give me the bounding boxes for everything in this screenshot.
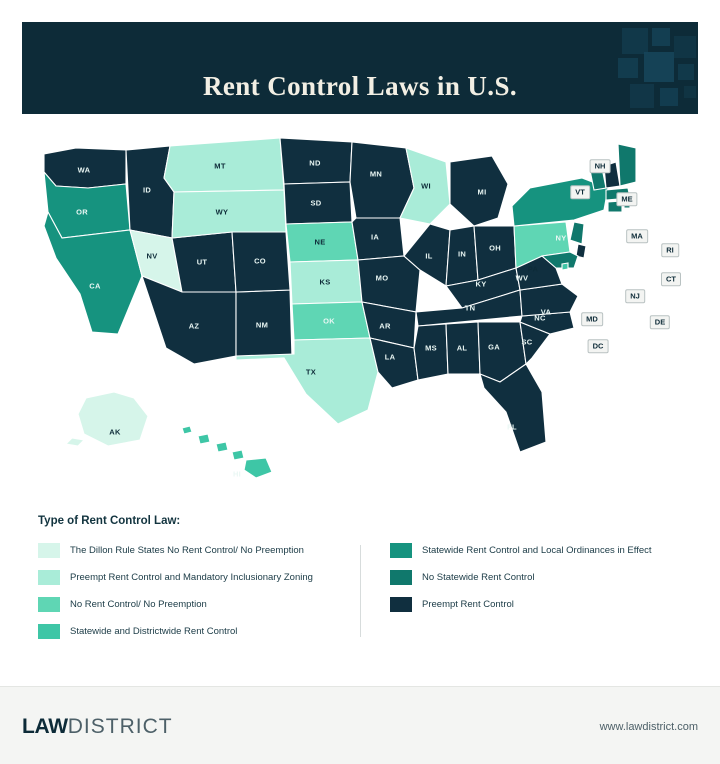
state-label-ID: ID <box>142 185 152 195</box>
page-title: Rent Control Laws in U.S. <box>202 70 518 101</box>
state-label-LA: LA <box>384 352 396 362</box>
callout-label-MA: MA <box>626 229 648 243</box>
state-label-NM: NM <box>255 320 269 330</box>
legend-item <box>390 543 682 558</box>
state-label-PA: PA <box>527 264 539 274</box>
state-label-SD: SD <box>310 198 322 208</box>
state-ID <box>126 146 174 238</box>
state-NE <box>286 222 358 262</box>
state-SD <box>284 182 352 224</box>
callout-label-ME: ME <box>616 192 637 206</box>
state-WA <box>44 148 126 188</box>
legend-swatch <box>390 570 412 585</box>
state-label-MN: MN <box>369 169 383 179</box>
brand-logo-secondary: DISTRICT <box>67 715 173 738</box>
legend-item-label: Preempt Rent Control and Mandatory Inclusionary Zoning <box>70 571 313 583</box>
state-label-NV: NV <box>146 251 158 261</box>
legend-column-left <box>38 543 360 651</box>
state-MT <box>164 138 284 192</box>
state-label-WI: WI <box>421 181 431 191</box>
state-label-OR: OR <box>76 207 88 217</box>
callout-label-NH: NH <box>590 159 611 173</box>
state-CO <box>232 232 290 292</box>
state-OK <box>292 302 370 340</box>
state-HI <box>182 426 272 478</box>
legend-item-label: No Statewide Rent Control <box>422 571 535 583</box>
state-label-ND: ND <box>309 158 321 168</box>
legend-title: Type of Rent Control Law: <box>38 515 181 527</box>
state-label-WA: WA <box>77 165 91 175</box>
state-label-MI: MI <box>477 187 487 197</box>
legend-item <box>38 570 360 585</box>
callout-label-DE: DE <box>650 315 670 329</box>
state-label-AL: AL <box>456 343 468 353</box>
legend-item-label: No Rent Control/ No Preemption <box>70 598 207 610</box>
state-AK <box>78 392 148 446</box>
state-MS <box>414 324 448 380</box>
state-label-OH: OH <box>489 243 501 253</box>
legend-item-label: Statewide and Districtwide Rent Control <box>70 625 238 637</box>
state-label-AK: AK <box>109 427 121 437</box>
legend-item <box>38 597 360 612</box>
legend-item-label: The Dillon Rule States No Rent Control/ No Preemption <box>70 544 304 556</box>
state-label-IL: IL <box>425 251 433 261</box>
footer-bar <box>0 686 720 764</box>
legend-column-right <box>360 543 682 651</box>
state-label-MT: MT <box>214 161 226 171</box>
state-label-CA: CA <box>89 281 101 291</box>
state-label-NC: NC <box>534 313 546 323</box>
state-label-WY: WY <box>215 207 229 217</box>
state-label-HI: HI <box>232 469 242 479</box>
legend-item <box>390 570 682 585</box>
legend-swatch <box>390 543 412 558</box>
callout-label-CT: CT <box>661 272 681 286</box>
legend-columns <box>38 543 682 651</box>
brand-logo <box>22 715 173 739</box>
state-label-WV: WV <box>515 273 529 283</box>
callout-label-RI: RI <box>661 243 679 257</box>
legend-item <box>390 597 682 612</box>
callout-label-NJ: NJ <box>625 289 645 303</box>
state-label-TN: TN <box>464 303 476 313</box>
legend-item-label: Preempt Rent Control <box>422 598 514 610</box>
state-label-MO: MO <box>375 273 389 283</box>
state-KS <box>290 260 362 304</box>
legend-swatch <box>38 597 60 612</box>
state-label-GA: GA <box>488 342 500 352</box>
legend-swatch <box>390 597 412 612</box>
state-label-AZ: AZ <box>188 321 200 331</box>
state-MN <box>350 142 414 218</box>
legend-item-label: Statewide Rent Control and Local Ordinances in Effect <box>422 544 652 556</box>
state-IN <box>446 226 478 286</box>
state-label-KY: KY <box>475 279 487 289</box>
state-WY <box>172 190 286 238</box>
state-label-UT: UT <box>196 257 208 267</box>
state-label-TX: TX <box>305 367 317 377</box>
legend-swatch <box>38 624 60 639</box>
state-label-KS: KS <box>319 277 331 287</box>
footer-website-url[interactable]: www.lawdistrict.com <box>599 721 698 733</box>
legend-item <box>38 624 360 639</box>
state-label-CO: CO <box>254 256 266 266</box>
state-label-SC: SC <box>521 337 533 347</box>
state-ME <box>618 144 636 186</box>
state-label-IA: IA <box>370 232 380 242</box>
map-legend <box>38 515 682 651</box>
state-AL <box>446 322 480 374</box>
legend-swatch <box>38 543 60 558</box>
brand-logo-primary: LAW <box>22 715 68 738</box>
legend-swatch <box>38 570 60 585</box>
callout-label-MD: MD <box>581 312 603 326</box>
callout-label-DC: DC <box>588 339 609 353</box>
state-label-MS: MS <box>425 343 437 353</box>
state-label-FL: FL <box>507 422 517 432</box>
state-NJ <box>570 222 584 244</box>
state-label-NY: NY <box>555 233 567 243</box>
state-label-AR: AR <box>379 321 391 331</box>
header-band <box>22 22 698 114</box>
legend-item <box>38 543 360 558</box>
state-DC <box>562 263 568 270</box>
state-label-OK: OK <box>323 316 335 326</box>
state-label-IN: IN <box>457 249 467 259</box>
state-label-NE: NE <box>314 237 326 247</box>
state-MI <box>450 156 508 226</box>
callout-label-VT: VT <box>570 185 590 199</box>
us-choropleth-map <box>22 126 698 501</box>
state-ND <box>280 138 352 184</box>
state-IA <box>352 218 404 260</box>
state-label-VA: VA <box>540 307 552 317</box>
state-AK-islands <box>66 438 84 446</box>
legend-divider <box>360 545 361 637</box>
state-UT <box>172 232 236 292</box>
state-NM <box>236 290 292 360</box>
